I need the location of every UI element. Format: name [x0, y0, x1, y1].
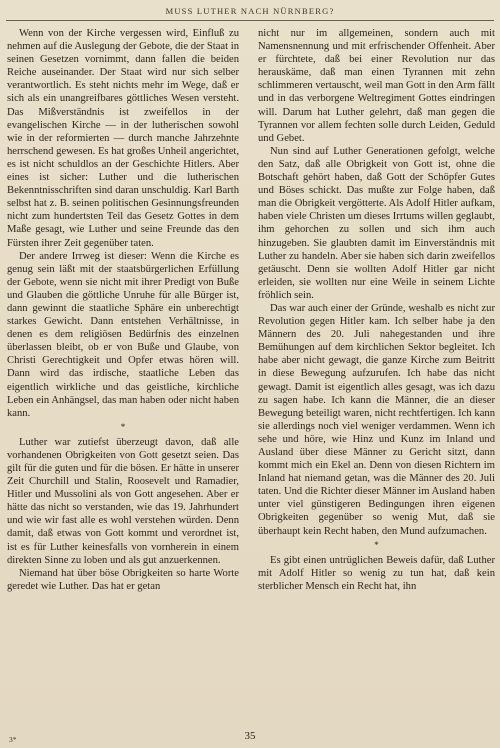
paragraph: nicht nur im allgemeinen, sondern auch mit Namensnennung und mit erfrischender Offenheit. Aber er fürchtete, daß bei einer Revolution nur das herauskäme, daß man einen Tyrannen mit zehn schlimmeren vertauscht, weil man Gott in den Arm fällt und in das verborgene Weltregiment Gottes eindringen will. Darum hat Luther gelehrt, daß man gegen die Tyrannen vor allem fechten solle durch Leiden, Geduld und Gebet. — [258, 28, 495, 144]
right-column — [258, 27, 495, 593]
paragraph: Wenn von der Kirche vergessen wird, Einfluß zu nehmen auf die Auslegung der Gebote, die der Staat in seinen Gesetzen vornimmt, dann fallen die beiden Reiche auseinander. Der Staat wird nur sich selber verantwortlich. Es steht nichts mehr im Wege, daß er sich als ein unangreifbares göttliches Wesen versteht. Das Mißverständnis ist zweifellos in der evangelischen Kirche — in der lutherischen sowohl wie in der reformierten — durch manche Jahrzehnte herrschend gewesen. Es hat großes Unheil angerichtet, es ist nicht schuldlos an der Geschichte Hitlers. Aber eines ist sicher: Luther und die lutherischen Bekenntnisschriften sind daran unschuldig. Karl Barth selbst hat z. B. seinen politischen Gesinnungsfreunden nicht zum hundertsten Teil das Gesetz Gottes in dem Maße gesagt, wie Luther und seine Freunde das den Fürsten ihrer Zeit gegenüber taten. — [7, 28, 239, 249]
paragraph: Es gibt einen untrüglichen Beweis dafür, daß Luther mit Adolf Hitler so wenig zu tun hat, daß kein sterblicher Mensch ein Recht hat, ihn — [258, 554, 495, 592]
paragraph: Nun sind auf Luther Generationen gefolgt, welche den Satz, daß alle Obrigkeit von Gott ist, ohne die Botschaft gehört haben, daß Gott der Schöpfer Gutes und Böses schickt. Das mußte zur Folge haben, daß man die Obrigkeit vergötterte. Als Adolf Hitler aufkam, haben viele Christen um dieses Irrtums willen geglaubt, ihm gehorchen zu sollen und sich ihm auch hinzugeben. Sie glaubten damit im Einverständnis mit Luther zu handeln. Aber sie haben sich darin zweifellos getäuscht. Denn sie wollten Adolf Hitler gar nicht erleiden, sie wollten nur eine Weile in seinem Lichte fröhlich sein. — [258, 145, 495, 301]
running-title: MUSS LUTHER NACH NÜRNBERG? — [165, 6, 335, 16]
paragraph: Der andere Irrweg ist dieser: Wenn die Kirche es genug sein läßt mit der staatsbürgerlichen Erfüllung der Gebote, wenn sie nicht mit ihrer Predigt von Buße und Glauben die göttliche Unruhe für alle Bürger ist, dann gewinnt die staatliche Sphäre ein unberechtigt starkes Gewicht. Dann entstehen Verhältnisse, in denen es dem religiösen Bedürfnis des einzelnen überlassen bleibt, ob er von Buße und Glaube, von Christi Gerechtigkeit und Opfer etwas hören will. Dann wird das irdische, staatliche Leben das eigentlich wirkliche und das geistliche, kirchliche Leben ein Anhängsel, das man haben oder nicht haben kann. — [7, 250, 239, 419]
paragraph: Das war auch einer der Gründe, weshalb es nicht zur Revolution gegen Hitler kam. Ich selber habe ja den Männern des 20. Juli nahegestanden und ihre Bemühungen auf dem kirchlichen Sektor begleitet. Ich habe aber nicht gewagt, die ganze Kirche zum Beitritt in diese Bewegung aufzurufen. Ich habe das nicht gewagt. Damit ist eigentlich alles gesagt, was ich dazu zu sagen habe. Ich kann die Männer, die an dieser Bewegung beteiligt waren, nicht rechtfertigen. Ich kann sie allerdings noch viel weniger verdammen. Wenn ich sehe und höre, wie Hinz und Kunz im Inland und Ausland über diese Männer zu Gericht sitzt, dann kommt mich ein Ekel an. Denn von diesen Richtern im Inland hat niemand getan, was die Männer des 20. Juli taten. Und die Richter dieser Männer im Ausland haben unter viel günstigeren Bedingungen ihren eigenen Obrigkeiten gegenüber so wenig Mut, daß sie überhaupt kein Recht haben, den Mund aufzumachen. — [258, 302, 495, 537]
signature-mark: 3* — [9, 735, 17, 744]
page-number: 35 — [244, 730, 256, 742]
paragraph: Niemand hat über böse Obrigkeiten so harte Worte geredet wie Luther. Das hat er getan — [7, 567, 239, 592]
paragraph: Luther war zutiefst überzeugt davon, daß alle vorhandenen Obrigkeiten von Gott gesetzt seien. Das gilt für die guten und für die bösen. Er hätte in unserer Zeit Churchill und Stalin, Roosevelt und Ramadier, Hitler und Mussolini als von Gott angesehen. Aber er hätte das nicht so verstanden, wie das 19. Jahrhundert und wie wir fast alle es wohl verstehen würden. Denn damit, daß etwas von Gott kommt und verordnet ist, ist es für Luther keinesfalls von vornherein in einem direkten Sinne zu loben und als gut anzuerkennen. — [7, 436, 239, 566]
header-divider — [6, 20, 494, 21]
section-separator: * — [374, 539, 379, 550]
left-column — [7, 27, 239, 593]
section-separator: * — [120, 421, 126, 432]
